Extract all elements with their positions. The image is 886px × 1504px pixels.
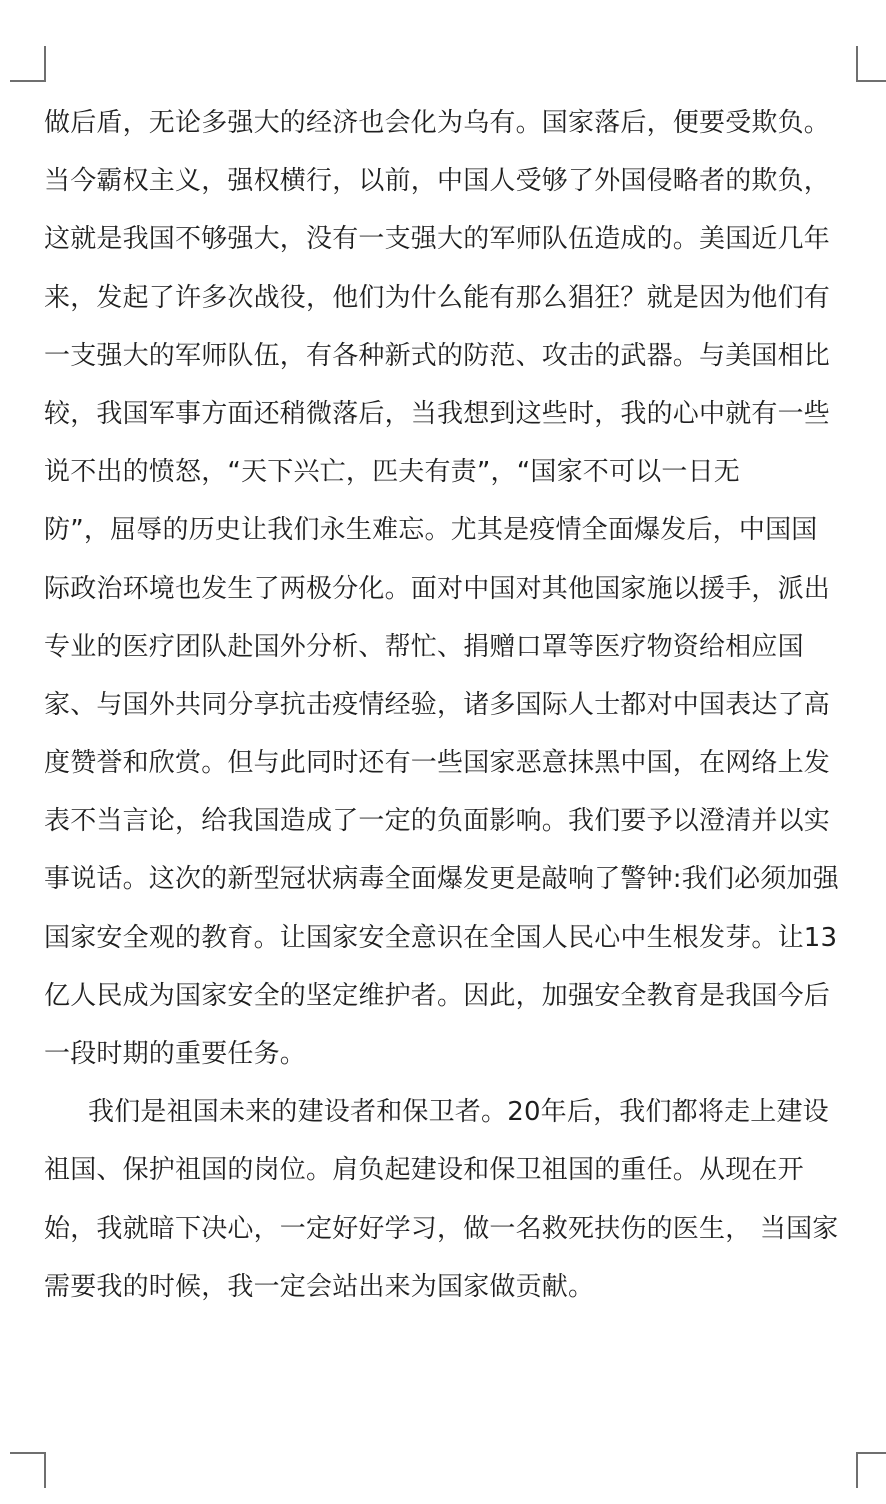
text-line: 祖国、保护祖国的岗位。肩负起建设和保卫祖国的重任。从现在开 xyxy=(44,1155,804,1186)
text-line: 防”，屈辱的历史让我们永生难忘。尤其是疫情全面爆发后，中国国 xyxy=(44,515,818,546)
text-line: 家、与国外共同分享抗击疫情经验，诸多国际人士都对中国表达了高 xyxy=(44,689,831,720)
text-line: 际政治环境也发生了两极分化。面对中国对其他国家施以援手，派出 xyxy=(44,573,831,604)
text-line: 说不出的愤怒，“天下兴亡，匹夫有责”，“国家不可以一日无 xyxy=(44,457,741,488)
text-line: 专业的医疗团队赴国外分析、帮忙、捐赠口罩等医疗物资给相应国 xyxy=(44,631,804,662)
text-line: 一段时期的重要任务。 xyxy=(44,1039,307,1069)
text-line: 较，我国军事方面还稍微落后，当我想到这些时，我的心中就有一些 xyxy=(44,398,831,429)
document-body xyxy=(44,94,852,1316)
top-right-crop-mark xyxy=(856,46,886,82)
text-line: 做后盾，无论多强大的经济也会化为乌有。国家落后，便要受欺负。 xyxy=(44,108,831,138)
text-line: 亿人民成为国家安全的坚定维护者。因此，加强安全教育是我国今后 xyxy=(44,980,831,1011)
text-line: 一支强大的军师队伍，有各种新式的防范、攻击的武器。与美国相比 xyxy=(44,340,831,371)
text-line: 表不当言论，给我国造成了一定的负面影响。我们要予以澄清并以实 xyxy=(44,806,831,837)
text-line: 需要我的时候，我一定会站出来为国家做贡献。 xyxy=(44,1271,595,1302)
text-line: 国家安全观的教育。让国家安全意识在全国人民心中生根发芽。让13 xyxy=(44,922,838,953)
top-left-crop-mark xyxy=(10,46,46,82)
paragraph-start-line: 我们是祖国未来的建设者和保卫者。20年后，我们都将走上建设 xyxy=(88,1097,829,1128)
text-line: 度赞誉和欣赏。但与此同时还有一些国家恶意抹黑中国，在网络上发 xyxy=(44,748,831,779)
text-line: 来，发起了许多次战役，他们为什么能有那么猖狂？就是因为他们有 xyxy=(44,282,831,313)
text-line: 当今霸权主义，强权横行，以前，中国人受够了外国侵略者的欺负， xyxy=(44,166,831,197)
bottom-left-crop-mark xyxy=(10,1452,46,1488)
bottom-right-crop-mark xyxy=(856,1452,886,1488)
text-line: 事说话。这次的新型冠状病毒全面爆发更是敲响了警钟:我们必须加强 xyxy=(44,864,839,895)
text-line: 始，我就暗下决心，一定好好学习，做一名救死扶伤的医生， 当国家 xyxy=(44,1213,839,1244)
text-line: 这就是我国不够强大，没有一支强大的军师队伍造成的。美国近几年 xyxy=(44,224,831,255)
